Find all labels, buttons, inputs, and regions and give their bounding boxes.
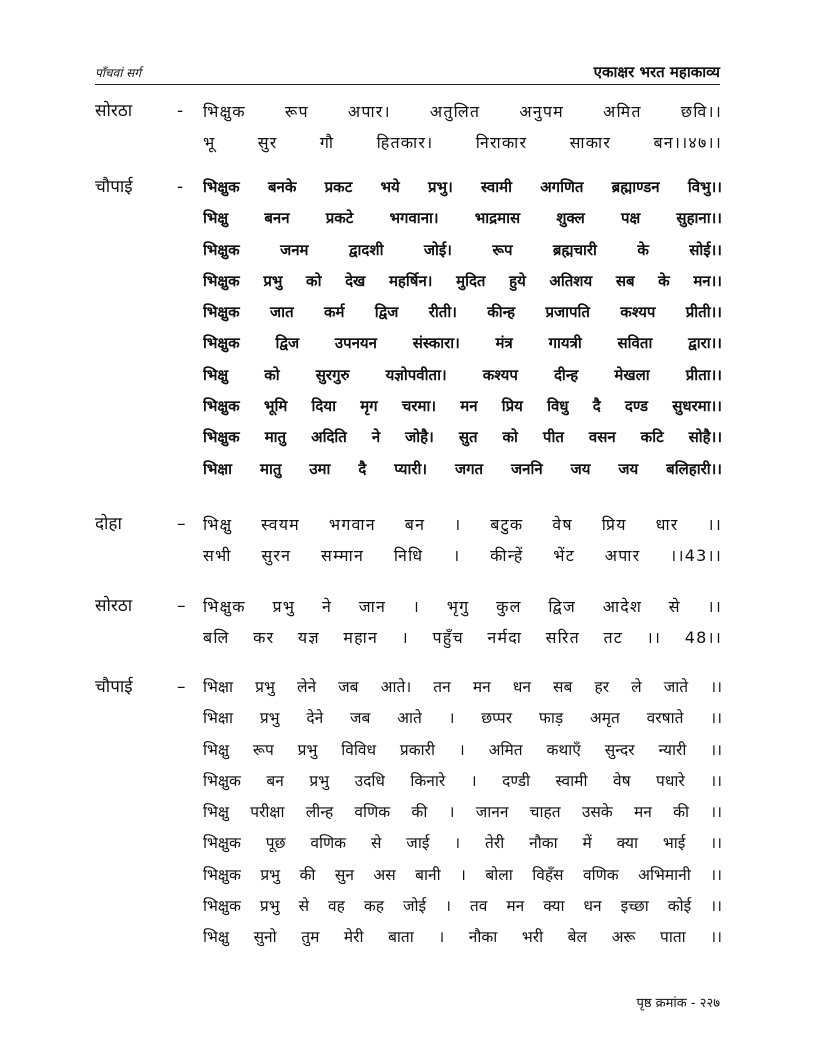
verse-lines [203, 96, 722, 159]
verse-line: भिक्षुक प्रभु को देख महर्षिन। मुदित हुये अतिशय सब के मन।। [203, 271, 722, 290]
stanza-dash: - [177, 101, 184, 121]
stanza-dash: – [177, 596, 186, 616]
stanza-label: दोहा [95, 514, 122, 534]
verse-line: भिक्षु बनन प्रकटे भगवाना। भाद्रमास शुक्ल पक्ष सुहाना।। [203, 209, 722, 228]
verse-line: भिक्षुक बनके प्रकट भये प्रभु। स्वामी अगणित ब्रह्माण्डन विभु।। [203, 178, 722, 196]
verse-line: भिक्षा प्रभु लेने जब आते। तन मन धन सब हर ले जाते ।। [203, 678, 722, 696]
chapter-header: पाँचवां सर्ग [95, 66, 142, 80]
stanza-label: सोरठा [95, 596, 133, 616]
verse-lines [203, 672, 722, 954]
verse-line: भिक्षुक भूमि दिया मृग चरमा। मन प्रिय विधु दै दण्ड सुधरमा।। [203, 397, 722, 416]
verse-line: भिक्षुक प्रभु से वह कह जोई । तव मन क्या धन इच्छा कोई ।। [203, 897, 722, 916]
verse-lines [203, 591, 722, 654]
verse-line: बलि कर यज्ञ महान । पहुँच नर्मदा सरित तट ।। 48।। [203, 628, 722, 648]
verse-line: भिक्षुक रूप अपार। अतुलित अनुपम अमित छवि।। [203, 102, 722, 121]
verse-lines [203, 172, 722, 485]
verse-line: भिक्षा प्रभु देने जब आते । छप्पर फाड़ अमृत वरषाते ।। [203, 709, 722, 728]
verse-line: भिक्षुक प्रभु ने जान । भृगु कुल द्विज आदेश से ।। [203, 597, 722, 616]
verse-line: भिक्षु रूप प्रभु विविध प्रकारी । अमित कथाएँ सुन्दर न्यारी ।। [203, 740, 722, 759]
verse-line: भिक्षुक मातु अदिति ने जोहै। सुत को पीत वसन कटि सोहै।। [203, 428, 722, 447]
verse-line: सभी सुरन सम्मान निधि । कीन्हें भेंट अपार ।।43।। [203, 546, 722, 566]
verse-line: भिक्षु सुनो तुम मेरी बाता । नौका भरी बेल अरू पाता ।। [203, 928, 722, 947]
verse-line: भिक्षुक प्रभु की सुन अस बानी । बोला विहँस वणिक अभिमानी ।। [203, 865, 722, 884]
stanza-label: सोरठा [95, 101, 133, 121]
verse-line: भिक्षा मातु उमा दै प्यारी। जगत जननि जय जय बलिहारी।। [203, 459, 722, 478]
verse-line: भिक्षुक पूछ वणिक से जाई । तेरी नौका में क्या भाई ।। [203, 834, 722, 853]
stanza-dash: – [177, 677, 186, 697]
stanza-dash: – [177, 514, 186, 534]
header-rule [95, 84, 720, 85]
verse-line: भिक्षुक जनम द्वादशी जोई। रूप ब्रह्मचारी के सोई।। [203, 240, 722, 259]
stanza-dash: - [177, 177, 184, 197]
verse-line: भिक्षुक जात कर्म द्विज रीती। कीन्ह प्रजापति कश्यप प्रीती।। [203, 303, 722, 322]
verse-line: भू सुर गौ हितकार। निराकार साकार बन।।४७।। [203, 133, 722, 153]
verse-line: भिक्षु स्वयम भगवान बन । बटुक वेष प्रिय धार ।। [203, 515, 722, 534]
verse-line: भिक्षुक द्विज उपनयन संस्कारा। मंत्र गायत्री सविता द्वारा।। [203, 334, 722, 353]
page-number: पृष्ठ क्रमांक - २२७ [636, 996, 720, 1011]
verse-line: भिक्षु को सुरगुरु यज्ञोपवीता। कश्यप दीन्ह मेखला प्रीता।। [203, 365, 722, 384]
verse-lines [203, 509, 722, 572]
verse-line: भिक्षु परीक्षा लीन्ह वणिक की । जानन चाहत उसके मन की ।। [203, 803, 722, 822]
verse-line: भिक्षुक बन प्रभु उदधि किनारे । दण्डी स्वामी वेष पधारे ।। [203, 771, 722, 790]
book-title-header: एकाक्षर भरत महाकाव्य [593, 63, 720, 81]
stanza-label: चौपाई [95, 677, 133, 697]
stanza-label: चौपाई [95, 177, 133, 197]
